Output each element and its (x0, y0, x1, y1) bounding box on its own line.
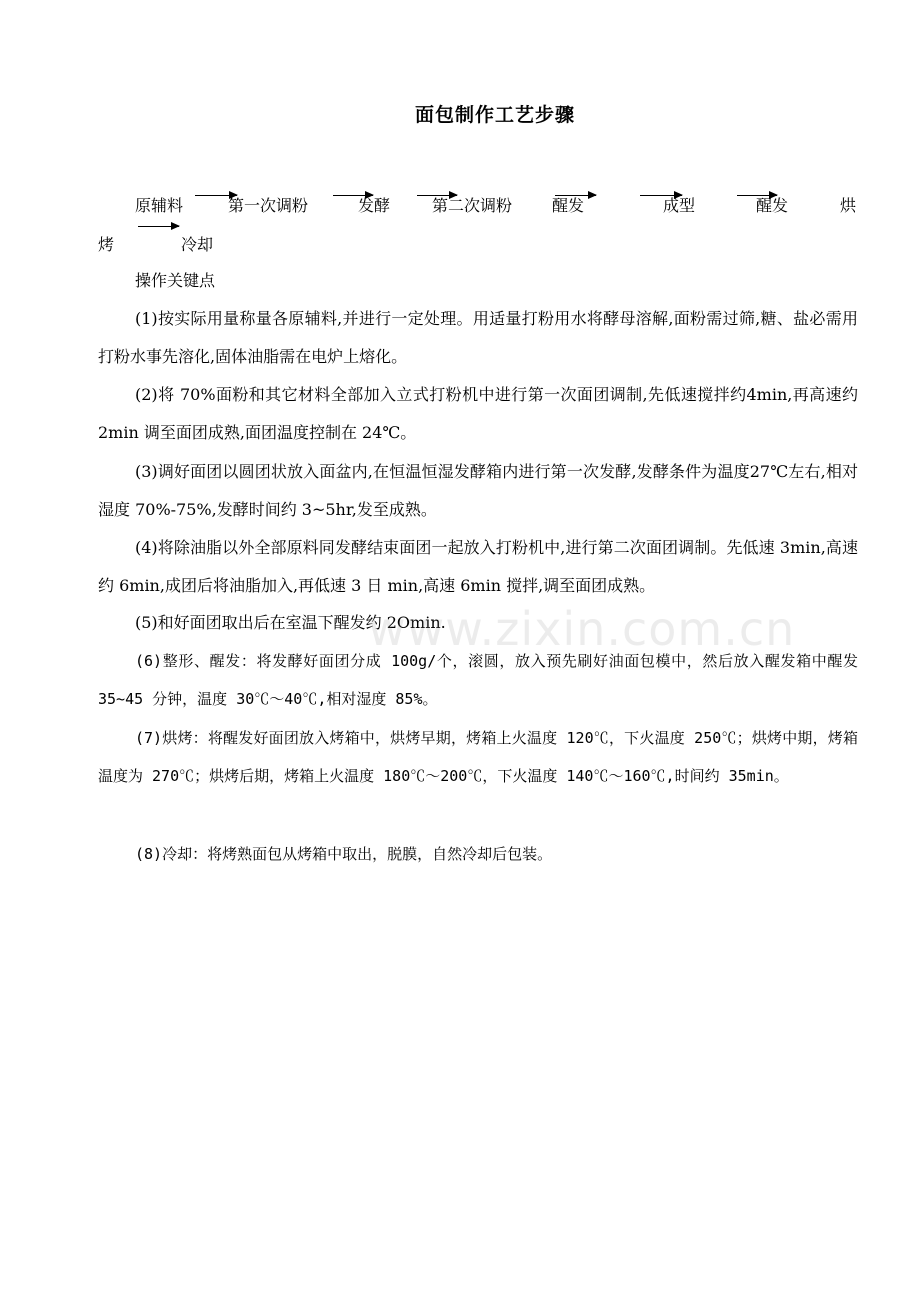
watermark: www.zixin.com.cn (368, 602, 796, 656)
step-paragraph-7: (7)烘烤：将醒发好面团放入烤箱中，烘烤早期，烤箱上火温度 120℃，下火温度 250℃；烘烤中期，烤箱温度为 270℃；烘烤后期，烤箱上火温度 180℃～200℃，下火温度 140℃～160℃,时间约 35min。 (98, 729, 858, 785)
section-heading: 操作关键点 (135, 271, 216, 290)
flow-step-baking-part2: 烤 (98, 235, 115, 254)
flow-step-cooling: 冷却 (181, 235, 214, 254)
flow-step-fermentation: 发酵 (358, 196, 391, 215)
page-title: 面包制作工艺步骤 (414, 104, 575, 126)
arrow-icon (138, 226, 179, 227)
step-paragraph-6: (6)整形、醒发：将发酵好面团分成 100g/个，滚圆，放入预先刷好油面包模中，然后放入醒发箱中醒发 35~45 分钟，温度 30℃～40℃,相对湿度 85%。 (98, 652, 858, 708)
step-paragraph-8: (8)冷却：将烤熟面包从烤箱中取出，脱膜，自然冷却后包装。 (135, 845, 553, 863)
flow-step-baking-part1: 烘 (840, 196, 857, 215)
step-paragraph-4: (4)将除油脂以外全部原料同发酵结束面团一起放入打粉机中,进行第二次面团调制。先低速 3min,高速约 6min,成团后将油脂加入,再低速 3 日 min,高速 6min 搅拌,调至面团成熟。 (98, 538, 858, 595)
flow-step-final-proofing: 醒发 (756, 196, 789, 215)
flow-step-first-mixing: 第一次调粉 (228, 196, 309, 215)
step-paragraph-5: (5)和好面团取出后在室温下醒发约 2Omin. (135, 613, 446, 632)
flow-step-proofing: 醒发 (552, 196, 585, 215)
step-paragraph-3: (3)调好面团以圆团状放入面盆内,在恒温恒湿发酵箱内进行第一次发酵,发酵条件为温度27℃左右,相对湿度 70%-75%,发酵时间约 3~5hr,发至成熟。 (98, 462, 858, 519)
flow-step-shaping: 成型 (663, 196, 696, 215)
flow-step-raw-materials: 原辅料 (135, 196, 184, 215)
step-paragraph-2: (2)将 70%面粉和其它材料全部加入立式打粉机中进行第一次面团调制,先低速搅拌约4min,再高速约 2min 调至面团成熟,面团温度控制在 24℃。 (98, 385, 858, 442)
flow-step-second-mixing: 第二次调粉 (432, 196, 513, 215)
step-paragraph-1: (1)按实际用量称量各原辅料,并进行一定处理。用适量打粉用水将酵母溶解,面粉需过筛,糖、盐必需用打粉水事先溶化,固体油脂需在电炉上熔化。 (98, 309, 858, 366)
